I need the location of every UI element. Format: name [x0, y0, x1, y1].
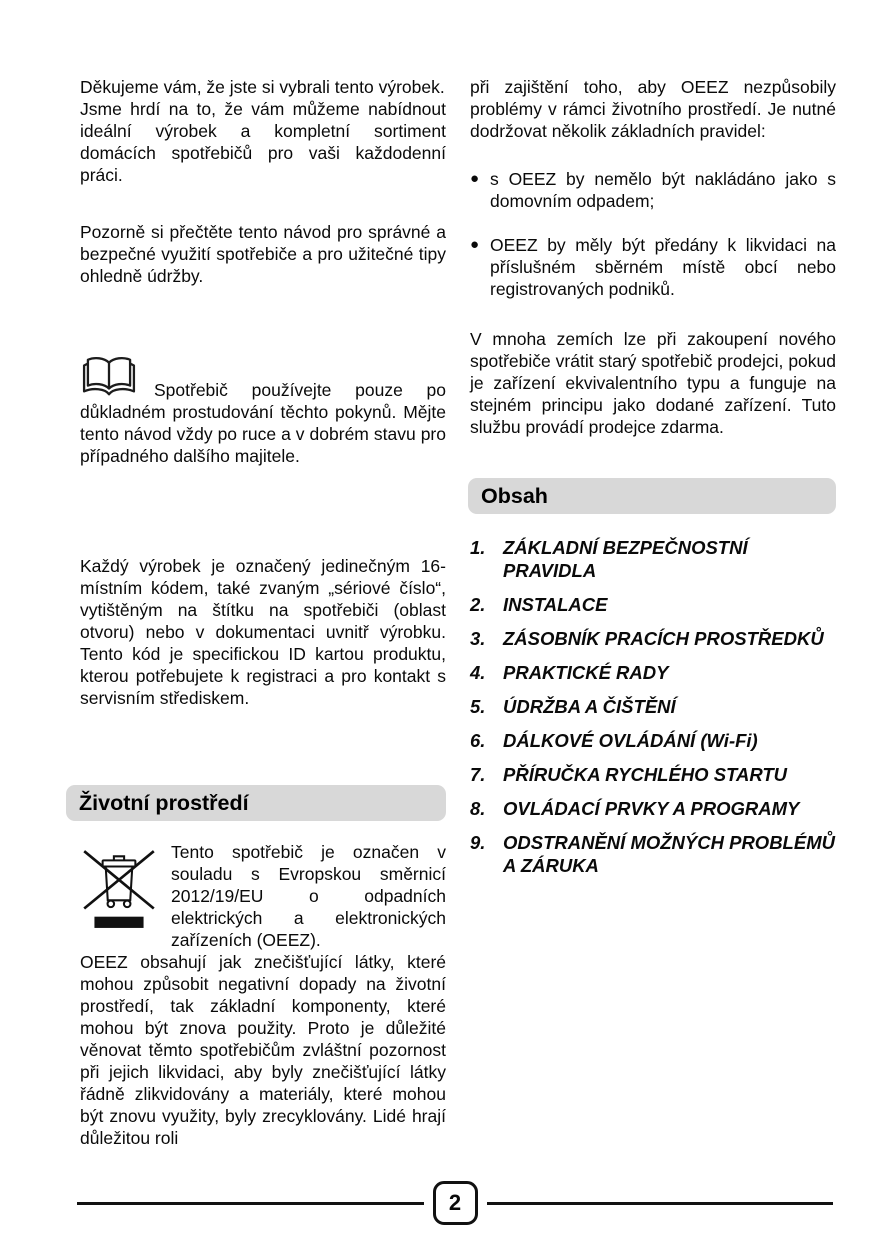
bullet-item-household-waste: [470, 168, 836, 212]
toc-label: ZÁSOBNÍK PRACÍCH PROSTŘEDKŮ: [503, 628, 824, 649]
bullet-text: OEEZ by měly být předány k likvidaci na příslušném sběrném místě obcí nebo registrovaných podniků.: [490, 235, 836, 299]
toc-number: 4.: [470, 662, 486, 683]
toc-label: DÁLKOVÉ OVLÁDÁNÍ (Wi-Fi): [503, 730, 758, 751]
table-of-contents: [470, 536, 836, 877]
toc-label: OVLÁDACÍ PRVKY A PROGRAMY: [503, 798, 800, 819]
paragraph-weee-info: OEEZ obsahují jak znečišťující látky, které mohou způsobit negativní dopady na životní prostředí, tak základní komponenty, které mohou být znova použity. Proto je důležité věnovat těmto spotřebičům zvláštní pozornost při jejich likvidaci, aby byly znečišťující látky řádně zlikvidovány a materiály, které mohou být znovu využity, byly zrecyklovány. Lidé hrají důležitou roli: [80, 952, 446, 1148]
footer-rule-right: [487, 1202, 834, 1205]
toc-item-remote-control: [470, 729, 836, 752]
toc-item-installation: [470, 593, 836, 616]
paragraph-return-old-appliance: V mnoha zemích lze při zakoupení nového spotřebiče vrátit starý spotřebič prodejci, pokud je zařízení ekvivalentního typu a funguje na stejném principu jako dodané zařízení. Tuto službu provádí prodejce zdarma.: [470, 329, 836, 437]
toc-item-controls-programs: [470, 797, 836, 820]
toc-number: 6.: [470, 730, 486, 751]
left-column: [80, 76, 446, 1149]
bullet-icon: ●: [470, 236, 480, 253]
page-number-badge: [433, 1181, 478, 1225]
paragraph-weee-directive: Tento spotřebič je označen v souladu s Evropskou směrnicí 2012/19/EU o odpadních elektrických a elektronických zařízeních (OEEZ).: [171, 842, 446, 950]
paragraph-keep-manual-text: Spotřebič používejte pouze po důkladném prostudování těchto pokynů. Mějte tento návod vždy po ruce a v dobrém stavu pro případného dalšího majitele.: [80, 380, 446, 466]
toc-number: 3.: [470, 628, 486, 649]
right-column: [470, 76, 836, 1149]
open-book-icon: [80, 354, 138, 400]
toc-label: ZÁKLADNÍ BEZPEČNOSTNÍ PRAVIDLA: [503, 537, 748, 581]
footer-rule-left: [77, 1202, 424, 1205]
toc-label: PŘÍRUČKA RYCHLÉHO STARTU: [503, 764, 788, 785]
toc-item-detergent-drawer: [470, 627, 836, 650]
paragraph-proud: Jsme hrdí na to, že vám můžeme nabídnout ideální výrobek a kompletní sortiment domácích spotřebičů pro vaši každodenní práci.: [80, 99, 446, 185]
paragraph-weee-rules: při zajištění toho, aby OEEZ nezpůsobily problémy v rámci životního prostředí. Je nutné dodržovat několik základních pravidel:: [470, 77, 836, 141]
paragraph-keep-manual: [80, 354, 446, 467]
paragraph-read-manual: Pozorně si přečtěte tento návod pro správné a bezpečné využití spotřebiče a pro užitečné tipy ohledně údržby.: [80, 222, 446, 286]
section-header-environment: Životní prostředí: [66, 785, 446, 821]
page-number: 2: [448, 1190, 462, 1215]
bullet-text: s OEEZ by nemělo být nakládáno jako s domovním odpadem;: [490, 169, 836, 211]
toc-number: 2.: [470, 594, 486, 615]
paragraph-thanks: Děkujeme vám, že jste si vybrali tento výrobek.: [80, 77, 445, 97]
toc-number: 5.: [470, 696, 486, 717]
toc-item-practical-tips: [470, 661, 836, 684]
toc-item-quick-start: [470, 763, 836, 786]
toc-label: INSTALACE: [503, 594, 608, 615]
toc-number: 1.: [470, 537, 486, 558]
toc-item-maintenance: [470, 695, 836, 718]
bullet-item-collection-point: [470, 234, 836, 300]
toc-label: PRAKTICKÉ RADY: [503, 662, 669, 683]
toc-label: ODSTRANĚNÍ MOŽNÝCH PROBLÉMŮ A ZÁRUKA: [503, 832, 835, 876]
weee-section: [80, 841, 446, 1149]
toc-number: 8.: [470, 798, 486, 819]
toc-label: ÚDRŽBA A ČIŠTĚNÍ: [503, 696, 676, 717]
bullet-icon: ●: [470, 170, 480, 187]
toc-item-troubleshooting: [470, 831, 836, 877]
section-header-contents: Obsah: [468, 478, 836, 514]
toc-number: 7.: [470, 764, 486, 785]
toc-item-safety: [470, 536, 836, 582]
toc-number: 9.: [470, 832, 486, 853]
weee-crossed-out-wheeled-bin-icon: [80, 843, 158, 931]
paragraph-serial-code: Každý výrobek je označený jedinečným 16-místním kódem, také zvaným „sériové číslo“, vytištěným na štítku na spotřebiči (oblast otvoru) nebo v dokumentaci uvnitř výrobku. Tento kód je specifickou ID kartou produktu, kterou potřebujete k registraci a pro kontakt s servisním střediskem.: [80, 556, 446, 708]
page-footer: [77, 1181, 833, 1225]
